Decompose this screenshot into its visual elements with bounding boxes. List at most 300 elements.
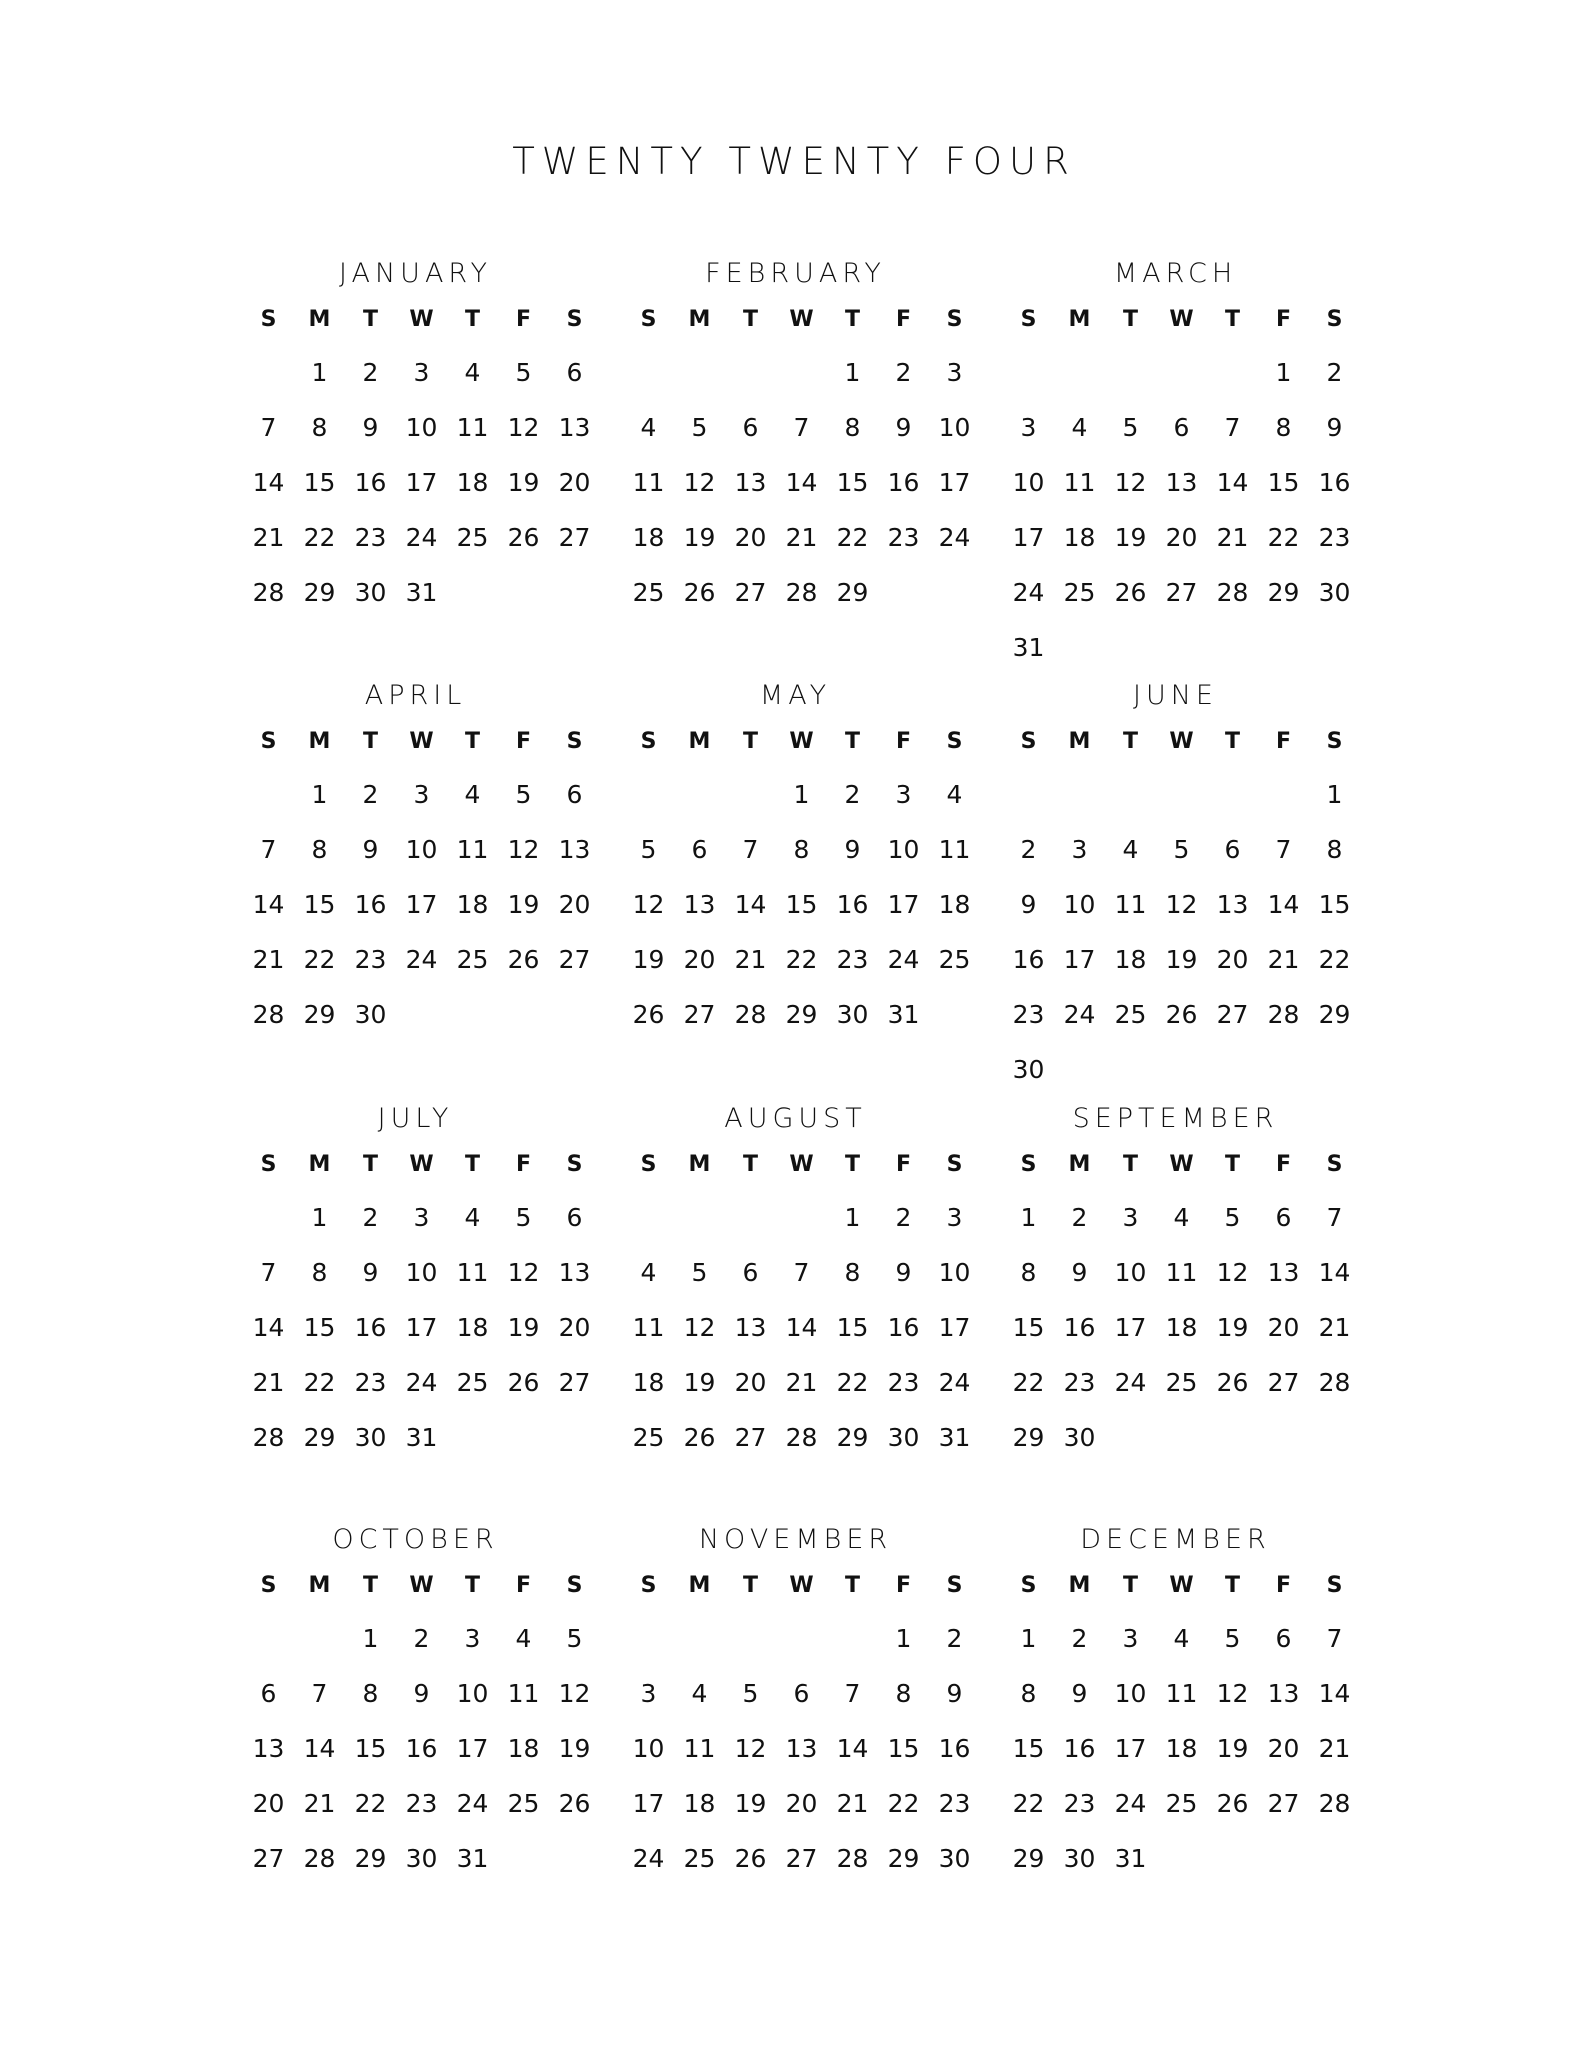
weekday-header: F	[895, 729, 912, 754]
weekday-header: S	[946, 1152, 963, 1177]
day-cell: 31	[405, 1423, 438, 1452]
weekday-header: F	[895, 1152, 912, 1177]
day-cell: 11	[1165, 1679, 1198, 1708]
day-cell: 2	[362, 358, 379, 387]
day-cell: 27	[1267, 1368, 1300, 1397]
day-cell: 13	[1165, 468, 1198, 497]
day-cell: 25	[1165, 1368, 1198, 1397]
weekday-header: T	[1224, 1573, 1240, 1598]
day-cell: 14	[785, 1313, 818, 1342]
day-cell: 26	[632, 1000, 665, 1029]
day-cell: 21	[836, 1789, 869, 1818]
weekday-header: T	[1224, 1152, 1240, 1177]
day-cell: 17	[1114, 1313, 1147, 1342]
month-july	[243, 1099, 591, 1519]
day-cell: 27	[1165, 578, 1198, 607]
day-cell: 16	[405, 1734, 438, 1763]
day-cell: 25	[632, 1423, 665, 1452]
day-cell: 20	[683, 945, 716, 974]
day-cell: 23	[887, 523, 920, 552]
day-cell: 23	[1318, 523, 1351, 552]
day-cell: 2	[362, 1203, 379, 1232]
weekday-header: F	[895, 307, 912, 332]
weekday-header: W	[789, 1152, 814, 1177]
day-cell: 1	[1020, 1203, 1037, 1232]
weekday-header: T	[1224, 729, 1240, 754]
day-cell: 7	[260, 413, 277, 442]
day-cell: 1	[1326, 780, 1343, 809]
day-cell: 10	[938, 1258, 971, 1287]
day-cell: 28	[1216, 578, 1249, 607]
weekday-header: F	[1275, 729, 1292, 754]
day-cell: 14	[734, 890, 767, 919]
day-cell: 24	[1063, 1000, 1096, 1029]
day-cell: 17	[938, 468, 971, 497]
day-cell: 30	[1318, 578, 1351, 607]
day-cell: 26	[507, 945, 540, 974]
day-cell: 23	[1063, 1368, 1096, 1397]
day-cell: 21	[252, 523, 285, 552]
day-cell: 16	[354, 1313, 387, 1342]
day-cell: 3	[464, 1624, 481, 1653]
day-cell: 17	[887, 890, 920, 919]
day-cell: 18	[683, 1789, 716, 1818]
weekday-header: M	[688, 729, 711, 754]
day-cell: 27	[558, 945, 591, 974]
day-cell: 27	[1267, 1789, 1300, 1818]
weekday-header: T	[742, 729, 758, 754]
day-cell: 10	[456, 1679, 489, 1708]
weekday-header: F	[1275, 1573, 1292, 1598]
day-cell: 8	[844, 413, 861, 442]
day-cell: 18	[507, 1734, 540, 1763]
day-cell: 30	[836, 1000, 869, 1029]
day-cell: 2	[413, 1624, 430, 1653]
weekday-header: T	[1122, 1152, 1138, 1177]
weekday-header: T	[1224, 307, 1240, 332]
day-cell: 7	[793, 1258, 810, 1287]
day-cell: 10	[405, 413, 438, 442]
day-cell: 30	[354, 1000, 387, 1029]
month-grid	[623, 295, 971, 620]
day-cell: 17	[405, 468, 438, 497]
day-cell: 29	[354, 1844, 387, 1873]
month-december	[1003, 1520, 1351, 1940]
day-cell: 7	[260, 1258, 277, 1287]
day-cell: 4	[515, 1624, 532, 1653]
month-grid	[623, 1561, 971, 1886]
day-cell: 17	[1114, 1734, 1147, 1763]
day-cell: 3	[413, 358, 430, 387]
month-april	[243, 676, 591, 1096]
day-cell: 25	[632, 578, 665, 607]
day-cell: 7	[1275, 835, 1292, 864]
day-cell: 9	[1020, 890, 1037, 919]
day-cell: 6	[1275, 1203, 1292, 1232]
day-cell: 21	[252, 945, 285, 974]
day-cell: 29	[887, 1844, 920, 1873]
weekday-header: S	[640, 1573, 657, 1598]
weekday-header: S	[1326, 729, 1343, 754]
day-cell: 28	[252, 1423, 285, 1452]
day-cell: 23	[887, 1368, 920, 1397]
weekday-header: S	[260, 1152, 277, 1177]
month-august	[623, 1099, 971, 1519]
day-cell: 15	[836, 468, 869, 497]
day-cell: 25	[456, 1368, 489, 1397]
day-cell: 24	[405, 945, 438, 974]
day-cell: 8	[1020, 1258, 1037, 1287]
day-cell: 5	[515, 780, 532, 809]
month-name: DECEMBER	[1080, 1524, 1271, 1555]
day-cell: 24	[1012, 578, 1045, 607]
day-cell: 24	[938, 523, 971, 552]
weekday-header: T	[1122, 729, 1138, 754]
day-cell: 28	[252, 1000, 285, 1029]
day-cell: 12	[558, 1679, 591, 1708]
day-cell: 27	[734, 578, 767, 607]
weekday-header: S	[260, 729, 277, 754]
day-cell: 8	[311, 1258, 328, 1287]
weekday-header: T	[844, 1152, 860, 1177]
day-cell: 26	[558, 1789, 591, 1818]
day-cell: 4	[1071, 413, 1088, 442]
weekday-header: W	[1169, 1152, 1194, 1177]
day-cell: 20	[1267, 1734, 1300, 1763]
day-cell: 1	[895, 1624, 912, 1653]
weekday-header: S	[1020, 1573, 1037, 1598]
day-cell: 12	[734, 1734, 767, 1763]
day-cell: 7	[742, 835, 759, 864]
day-cell: 10	[632, 1734, 665, 1763]
weekday-header: W	[409, 729, 434, 754]
day-cell: 11	[632, 468, 665, 497]
day-cell: 21	[734, 945, 767, 974]
weekday-header: S	[1020, 307, 1037, 332]
weekday-header: S	[1020, 729, 1037, 754]
day-cell: 14	[1216, 468, 1249, 497]
day-cell: 6	[566, 358, 583, 387]
day-cell: 16	[1063, 1313, 1096, 1342]
day-cell: 5	[1224, 1203, 1241, 1232]
day-cell: 18	[456, 468, 489, 497]
weekday-header: T	[844, 729, 860, 754]
day-cell: 8	[1275, 413, 1292, 442]
day-cell: 21	[303, 1789, 336, 1818]
day-cell: 4	[1173, 1203, 1190, 1232]
day-cell: 23	[1012, 1000, 1045, 1029]
day-cell: 28	[785, 578, 818, 607]
day-cell: 13	[734, 1313, 767, 1342]
day-cell: 28	[1318, 1368, 1351, 1397]
day-cell: 12	[507, 413, 540, 442]
day-cell: 12	[507, 1258, 540, 1287]
day-cell: 8	[895, 1679, 912, 1708]
day-cell: 14	[785, 468, 818, 497]
day-cell: 19	[1216, 1734, 1249, 1763]
weekday-header: W	[789, 307, 814, 332]
day-cell: 11	[1165, 1258, 1198, 1287]
day-cell: 22	[303, 1368, 336, 1397]
day-cell: 28	[1318, 1789, 1351, 1818]
day-cell: 19	[632, 945, 665, 974]
day-cell: 16	[1012, 945, 1045, 974]
day-cell: 6	[566, 1203, 583, 1232]
day-cell: 3	[413, 1203, 430, 1232]
day-cell: 16	[938, 1734, 971, 1763]
weekday-header: T	[1122, 1573, 1138, 1598]
month-june	[1003, 676, 1351, 1096]
day-cell: 27	[558, 1368, 591, 1397]
day-cell: 14	[1318, 1679, 1351, 1708]
weekday-header: T	[742, 307, 758, 332]
day-cell: 27	[683, 1000, 716, 1029]
day-cell: 21	[252, 1368, 285, 1397]
day-cell: 20	[252, 1789, 285, 1818]
day-cell: 3	[1071, 835, 1088, 864]
weekday-header: W	[409, 307, 434, 332]
month-name: FEBRUARY	[705, 258, 886, 289]
weekday-header: M	[308, 729, 331, 754]
weekday-header: T	[464, 307, 480, 332]
day-cell: 24	[1114, 1789, 1147, 1818]
day-cell: 3	[895, 780, 912, 809]
day-cell: 28	[252, 578, 285, 607]
weekday-header: T	[464, 1152, 480, 1177]
day-cell: 13	[1267, 1258, 1300, 1287]
day-cell: 1	[362, 1624, 379, 1653]
day-cell: 21	[785, 523, 818, 552]
day-cell: 22	[836, 523, 869, 552]
day-cell: 24	[938, 1368, 971, 1397]
day-cell: 23	[354, 1368, 387, 1397]
day-cell: 29	[1012, 1423, 1045, 1452]
weekday-header: S	[1326, 1152, 1343, 1177]
day-cell: 25	[1114, 1000, 1147, 1029]
day-cell: 27	[785, 1844, 818, 1873]
day-cell: 30	[1012, 1055, 1045, 1084]
day-cell: 27	[734, 1423, 767, 1452]
day-cell: 8	[793, 835, 810, 864]
day-cell: 9	[1071, 1258, 1088, 1287]
day-cell: 9	[844, 835, 861, 864]
day-cell: 3	[1020, 413, 1037, 442]
day-cell: 9	[895, 413, 912, 442]
day-cell: 15	[1012, 1313, 1045, 1342]
day-cell: 24	[887, 945, 920, 974]
day-cell: 26	[507, 523, 540, 552]
weekday-header: T	[464, 1573, 480, 1598]
day-cell: 3	[946, 358, 963, 387]
day-cell: 19	[1114, 523, 1147, 552]
month-grid	[243, 295, 591, 620]
day-cell: 18	[456, 1313, 489, 1342]
day-cell: 21	[1318, 1313, 1351, 1342]
day-cell: 11	[507, 1679, 540, 1708]
day-cell: 22	[354, 1789, 387, 1818]
day-cell: 5	[640, 835, 657, 864]
day-cell: 15	[887, 1734, 920, 1763]
day-cell: 22	[785, 945, 818, 974]
day-cell: 13	[734, 468, 767, 497]
day-cell: 4	[640, 413, 657, 442]
day-cell: 28	[785, 1423, 818, 1452]
weekday-header: T	[844, 307, 860, 332]
day-cell: 29	[785, 1000, 818, 1029]
day-cell: 12	[683, 468, 716, 497]
day-cell: 6	[1275, 1624, 1292, 1653]
day-cell: 10	[1114, 1679, 1147, 1708]
day-cell: 1	[311, 358, 328, 387]
day-cell: 13	[1267, 1679, 1300, 1708]
day-cell: 22	[1318, 945, 1351, 974]
day-cell: 28	[734, 1000, 767, 1029]
day-cell: 10	[1063, 890, 1096, 919]
day-cell: 14	[836, 1734, 869, 1763]
day-cell: 10	[405, 835, 438, 864]
weekday-header: T	[742, 1573, 758, 1598]
weekday-header: W	[789, 729, 814, 754]
day-cell: 20	[558, 890, 591, 919]
day-cell: 19	[507, 468, 540, 497]
day-cell: 13	[558, 1258, 591, 1287]
day-cell: 20	[1267, 1313, 1300, 1342]
weekday-header: T	[362, 1152, 378, 1177]
day-cell: 14	[252, 468, 285, 497]
day-cell: 6	[566, 780, 583, 809]
weekday-header: T	[362, 1573, 378, 1598]
day-cell: 18	[938, 890, 971, 919]
day-cell: 29	[303, 1000, 336, 1029]
day-cell: 31	[938, 1423, 971, 1452]
day-cell: 25	[683, 1844, 716, 1873]
month-name: NOVEMBER	[698, 1524, 893, 1555]
weekday-header: T	[362, 307, 378, 332]
day-cell: 29	[1318, 1000, 1351, 1029]
day-cell: 12	[507, 835, 540, 864]
day-cell: 13	[558, 413, 591, 442]
day-cell: 7	[844, 1679, 861, 1708]
day-cell: 13	[252, 1734, 285, 1763]
day-cell: 16	[887, 1313, 920, 1342]
weekday-header: M	[308, 1152, 331, 1177]
day-cell: 28	[836, 1844, 869, 1873]
day-cell: 13	[558, 835, 591, 864]
day-cell: 3	[946, 1203, 963, 1232]
day-cell: 26	[683, 578, 716, 607]
day-cell: 18	[632, 1368, 665, 1397]
day-cell: 11	[683, 1734, 716, 1763]
day-cell: 25	[456, 523, 489, 552]
day-cell: 10	[1114, 1258, 1147, 1287]
day-cell: 31	[1012, 633, 1045, 662]
weekday-header: S	[260, 307, 277, 332]
weekday-header: S	[946, 1573, 963, 1598]
day-cell: 20	[558, 1313, 591, 1342]
day-cell: 9	[946, 1679, 963, 1708]
day-cell: 4	[464, 358, 481, 387]
day-cell: 11	[632, 1313, 665, 1342]
day-cell: 16	[354, 890, 387, 919]
weekday-header: T	[844, 1573, 860, 1598]
day-cell: 30	[938, 1844, 971, 1873]
weekday-header: M	[1068, 1573, 1091, 1598]
day-cell: 22	[887, 1789, 920, 1818]
weekday-header: F	[515, 307, 532, 332]
month-grid	[1003, 717, 1351, 1097]
weekday-header: S	[566, 1152, 583, 1177]
day-cell: 29	[303, 1423, 336, 1452]
day-cell: 20	[734, 523, 767, 552]
month-grid	[623, 1140, 971, 1465]
day-cell: 29	[836, 578, 869, 607]
day-cell: 4	[1173, 1624, 1190, 1653]
weekday-header: M	[308, 1573, 331, 1598]
day-cell: 4	[1122, 835, 1139, 864]
weekday-header: T	[464, 729, 480, 754]
weekday-header: W	[1169, 307, 1194, 332]
day-cell: 5	[742, 1679, 759, 1708]
day-cell: 15	[785, 890, 818, 919]
day-cell: 26	[683, 1423, 716, 1452]
weekday-header: F	[515, 729, 532, 754]
day-cell: 25	[507, 1789, 540, 1818]
day-cell: 11	[456, 413, 489, 442]
day-cell: 12	[1216, 1679, 1249, 1708]
day-cell: 7	[1326, 1624, 1343, 1653]
day-cell: 2	[895, 1203, 912, 1232]
day-cell: 20	[1165, 523, 1198, 552]
weekday-header: S	[640, 1152, 657, 1177]
day-cell: 11	[456, 835, 489, 864]
day-cell: 30	[354, 578, 387, 607]
day-cell: 3	[640, 1679, 657, 1708]
day-cell: 16	[1063, 1734, 1096, 1763]
day-cell: 4	[464, 780, 481, 809]
day-cell: 1	[1020, 1624, 1037, 1653]
weekday-header: M	[688, 1152, 711, 1177]
day-cell: 18	[1063, 523, 1096, 552]
weekday-header: S	[640, 729, 657, 754]
day-cell: 25	[1165, 1789, 1198, 1818]
weekday-header: W	[409, 1152, 434, 1177]
day-cell: 24	[632, 1844, 665, 1873]
day-cell: 15	[1012, 1734, 1045, 1763]
day-cell: 22	[303, 523, 336, 552]
day-cell: 5	[691, 1258, 708, 1287]
day-cell: 2	[1071, 1203, 1088, 1232]
day-cell: 7	[1224, 413, 1241, 442]
weekday-header: M	[688, 1573, 711, 1598]
day-cell: 23	[836, 945, 869, 974]
day-cell: 3	[1122, 1203, 1139, 1232]
day-cell: 8	[362, 1679, 379, 1708]
day-cell: 15	[1318, 890, 1351, 919]
weekday-header: F	[1275, 307, 1292, 332]
day-cell: 29	[1012, 1844, 1045, 1873]
day-cell: 1	[311, 780, 328, 809]
weekday-header: S	[566, 1573, 583, 1598]
day-cell: 31	[1114, 1844, 1147, 1873]
day-cell: 21	[1267, 945, 1300, 974]
day-cell: 6	[793, 1679, 810, 1708]
day-cell: 15	[303, 890, 336, 919]
weekday-header: S	[946, 307, 963, 332]
month-grid	[1003, 295, 1351, 675]
day-cell: 9	[362, 413, 379, 442]
day-cell: 9	[413, 1679, 430, 1708]
weekday-header: S	[1020, 1152, 1037, 1177]
